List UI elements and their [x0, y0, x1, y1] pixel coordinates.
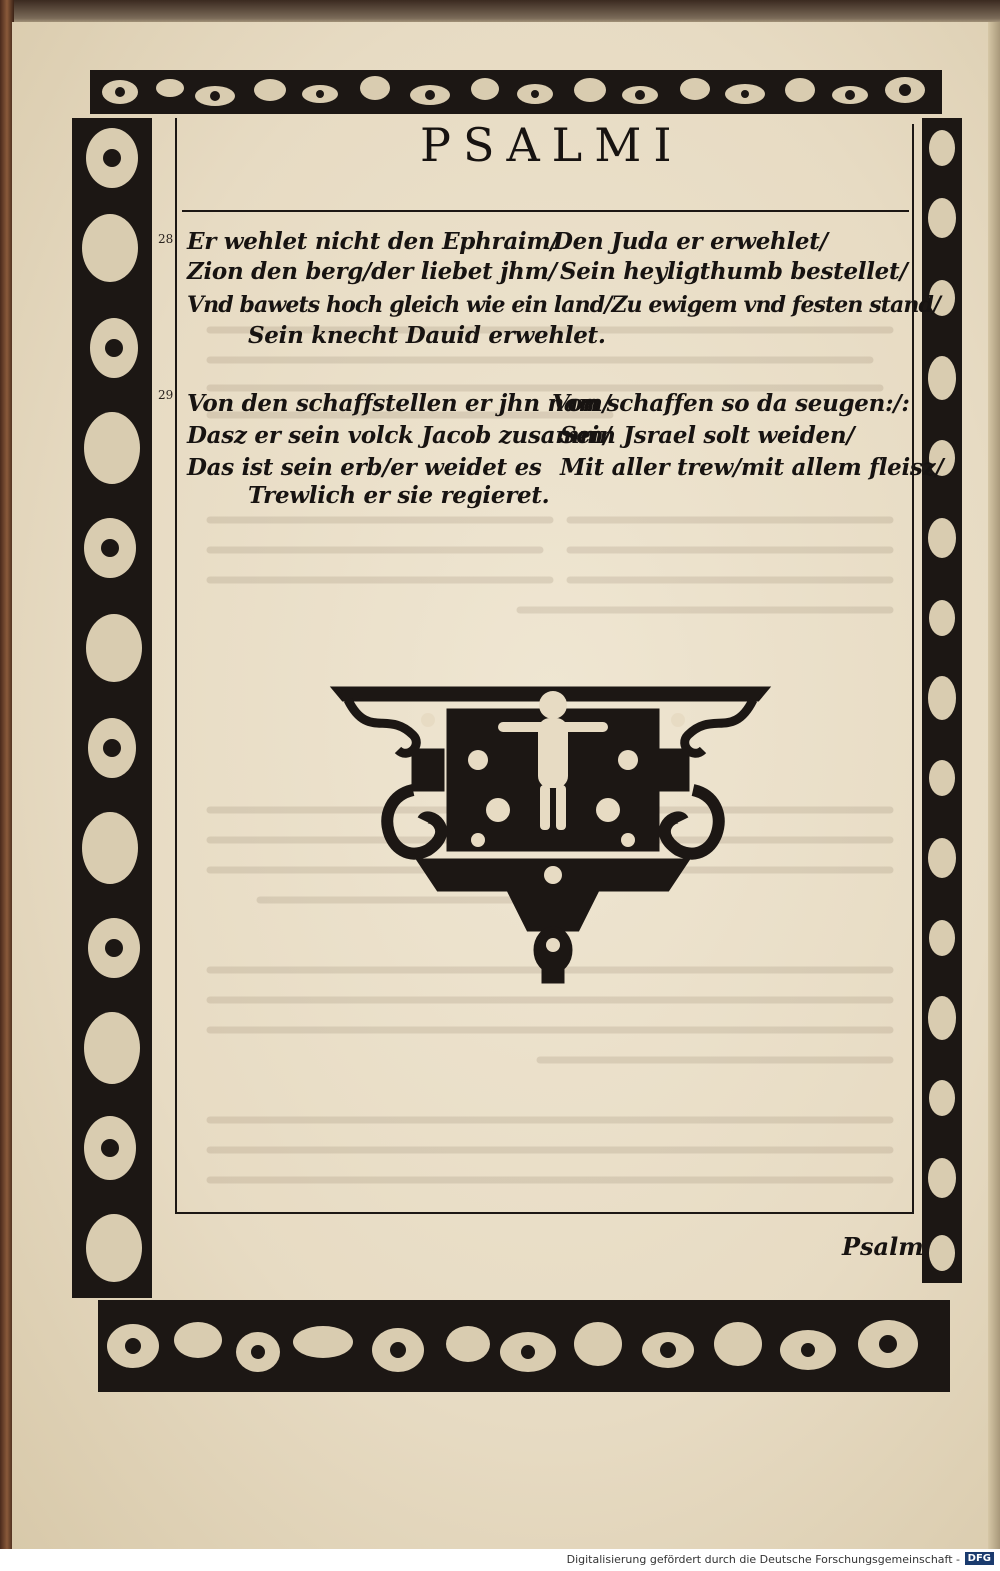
verse-number: 29 [158, 388, 174, 402]
page-title: PSALMI [420, 118, 684, 172]
bottom-floral-border [98, 1300, 950, 1392]
verse-line-right: Von schaffen so da seugen:/: [552, 390, 910, 417]
verse-line-indent: Sein knecht Dauid erwehlet. [248, 322, 606, 349]
verse-line-left: Dasz er sein volck Jacob zusamm/ [187, 422, 612, 449]
verse-line-right: Sein Jsrael solt weiden/ [560, 422, 855, 449]
verse-line-left: Das ist sein erb/er weidet es [187, 454, 542, 481]
frame-line-right [912, 124, 914, 1214]
cherub-cartouche-tailpiece [328, 680, 778, 990]
page-fore-edge [988, 22, 1000, 1549]
left-floral-border [72, 118, 152, 1298]
verse-line-right: Mit aller trew/mit allem fleisz/ [560, 454, 944, 481]
verse-line-full: Vnd bawets hoch gleich wie ein land/Zu ewigem vnd festen stand/ [187, 292, 941, 318]
digitization-footer [0, 1549, 1000, 1571]
catchword: Psalm [842, 1232, 924, 1261]
verse-line-left: Er wehlet nicht den Ephraim/ [187, 228, 559, 255]
frame-line-left [175, 118, 177, 1214]
verse-line-left: Von den schaffstellen er jhn nam/ [187, 390, 611, 417]
verse-line-left: Zion den berg/der liebet jhm/ [187, 258, 557, 285]
footer-credit-text: Digitalisierung gefördert durch die Deutsche Forschungsgemeinschaft - [566, 1553, 960, 1566]
top-floral-border [90, 70, 942, 114]
verse-line-right: Sein heyligthumb bestellet/ [560, 258, 908, 285]
title-rule [182, 210, 909, 212]
frame-line-bottom [175, 1212, 914, 1214]
verse-number: 28 [158, 232, 174, 246]
verse-line-right: Den Juda er erwehlet/ [553, 228, 828, 255]
verse-line-indent: Trewlich er sie regieret. [248, 482, 550, 509]
dfg-logo: DFG [965, 1552, 994, 1565]
